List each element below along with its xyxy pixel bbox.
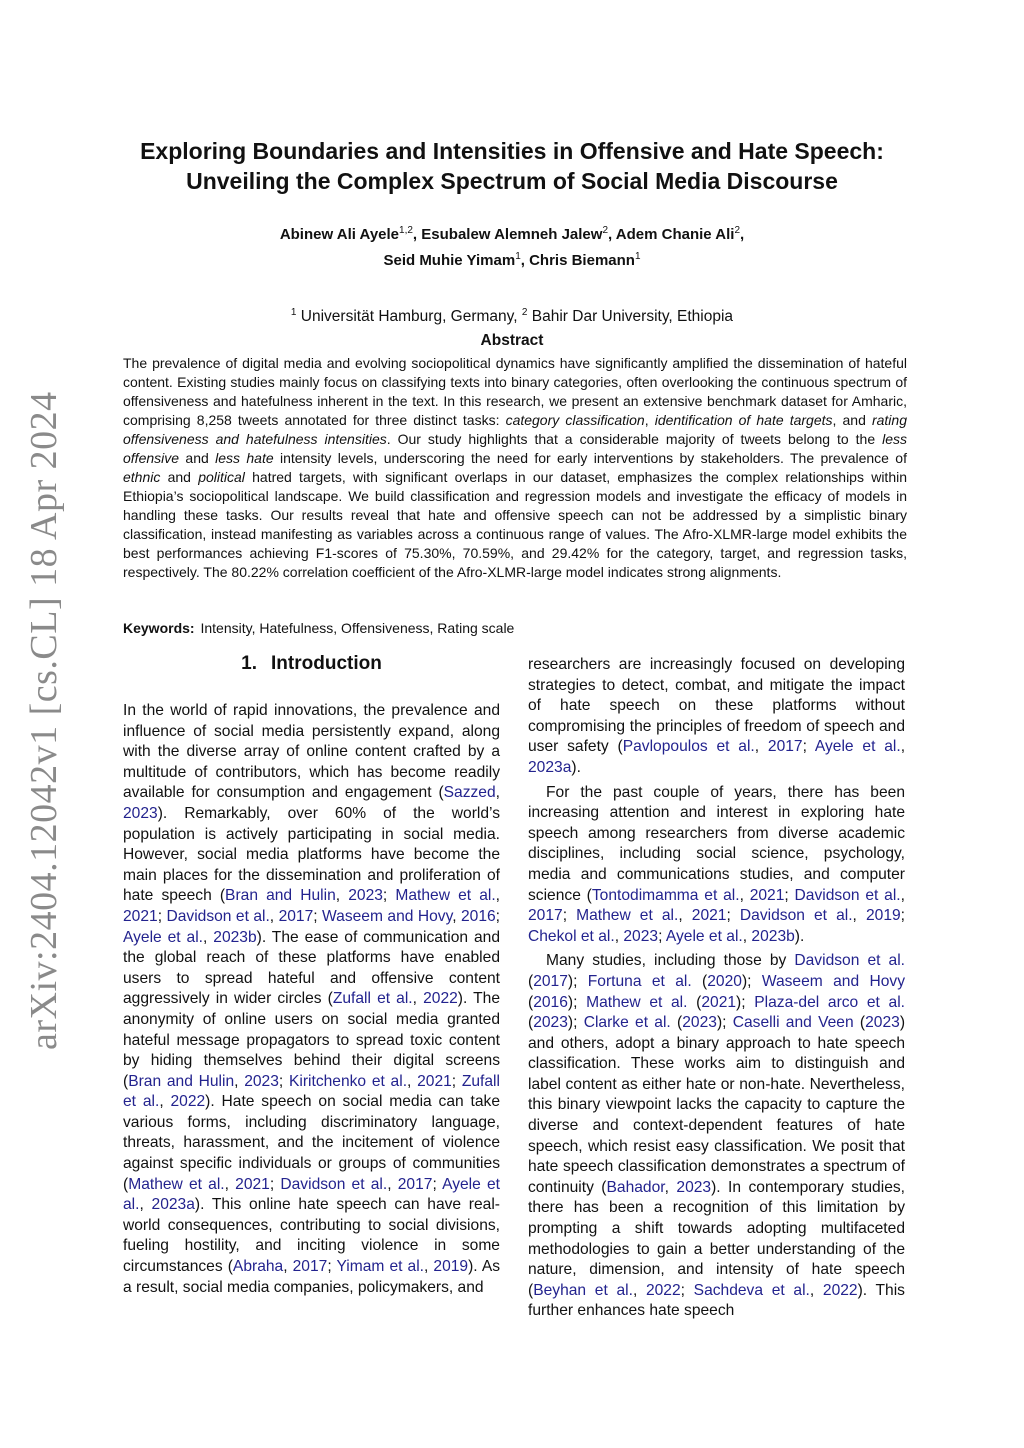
citation-link[interactable]: Ayele et al. bbox=[665, 927, 743, 945]
author-name: Esubalew Alemneh Jalew bbox=[421, 226, 603, 243]
citation-link[interactable]: Mathew et al. bbox=[128, 1175, 225, 1193]
citation-link[interactable]: Abraha bbox=[232, 1258, 284, 1276]
arxiv-identifier-stamp: arXiv:2404.12042v1 [cs.CL] 18 Apr 2024 bbox=[23, 391, 65, 1050]
citation-link[interactable]: 2023a bbox=[528, 758, 572, 776]
citation-link[interactable]: Pavlopoulos bbox=[622, 738, 717, 756]
body-text: ( bbox=[528, 1014, 534, 1032]
citation-link[interactable]: 2021 bbox=[749, 886, 785, 904]
author-affiliation-mark: 1 bbox=[634, 251, 641, 262]
body-paragraph bbox=[528, 783, 905, 948]
citation-link[interactable]: 2023 bbox=[676, 1178, 712, 1196]
abstract-segment: . Our study highlights that a considerable majority of tweets belong to the bbox=[386, 431, 883, 447]
citation-link[interactable]: 2020 bbox=[707, 972, 742, 990]
body-text: , bbox=[495, 887, 501, 905]
citation-link[interactable]: 2023b bbox=[751, 927, 795, 945]
keywords-value: Intensity, Hatefulness, Offensiveness, Rating scale bbox=[200, 620, 515, 636]
citation-link[interactable]: 2023b bbox=[213, 928, 257, 946]
citation-link[interactable]: 2022 bbox=[170, 1093, 206, 1111]
authors-line-2: Seid Muhie Yimam$^1$, Chris Biemann$^1$ bbox=[383, 251, 641, 269]
body-text: ; bbox=[269, 1175, 281, 1193]
citation-link[interactable]: Fortuna et al. bbox=[587, 972, 692, 990]
citation-link[interactable]: Bran and Hulin bbox=[128, 1072, 235, 1090]
citation-link[interactable]: Mathew et al. bbox=[576, 907, 679, 925]
citation-link[interactable]: Ayele bbox=[814, 738, 863, 756]
body-text: , bbox=[387, 1175, 398, 1193]
citation-link[interactable]: 2022 bbox=[423, 990, 458, 1008]
authors-line-1: Abinew Ali Ayele$^{1,2}$, Esubalew Alemneh Jalew$^2$, Adem Chanie Ali$^2$, bbox=[279, 225, 745, 243]
body-text: ; bbox=[313, 907, 323, 925]
body-text: ; bbox=[726, 907, 740, 925]
citation-link[interactable]: 2021 bbox=[235, 1175, 270, 1193]
body-text: ; bbox=[327, 1258, 337, 1276]
affiliation-name: Universität Hamburg, Germany, bbox=[300, 308, 518, 326]
body-text: ; bbox=[680, 1281, 694, 1299]
body-text: ). As a result, social media companies, policymakers, and bbox=[123, 1258, 501, 1296]
body-text: , bbox=[139, 1196, 152, 1214]
citation-link[interactable]: 2019 bbox=[433, 1258, 469, 1276]
citation-link[interactable]: Zufall et al. bbox=[332, 990, 413, 1008]
author-name: Chris Biemann bbox=[529, 252, 635, 269]
citation-link[interactable]: et al. bbox=[862, 738, 901, 756]
citation-link[interactable]: Plaza-del arco et al. bbox=[754, 993, 906, 1011]
citation-link[interactable]: 2022 bbox=[822, 1281, 858, 1299]
body-paragraph bbox=[528, 951, 905, 1322]
citation-link[interactable]: Waseem and Hovy bbox=[761, 972, 906, 990]
citation-link[interactable]: 2017 bbox=[292, 1258, 328, 1276]
body-text: , bbox=[224, 1175, 236, 1193]
author-affiliation-mark: 1 bbox=[515, 251, 521, 262]
citation-link[interactable]: 2016 bbox=[533, 993, 568, 1011]
body-text: ( bbox=[853, 1014, 866, 1032]
body-text: , bbox=[900, 738, 906, 756]
body-text: ; bbox=[382, 887, 396, 905]
citation-link[interactable]: 2023 bbox=[623, 927, 659, 945]
body-text: ). Remarkably, over 60% of the world’s population is actively participating in social media. However, social media platforms have become the main places for the dissemination and proliferation of hate speech ( bbox=[123, 804, 500, 905]
abstract-heading: Abstract bbox=[480, 332, 544, 349]
body-text: ( bbox=[691, 972, 708, 990]
body-text: ; bbox=[802, 738, 815, 756]
body-text: Many studies, including those by bbox=[546, 952, 795, 970]
title-line-1: Exploring Boundaries and Intensities in Offensive and Hate Speech: bbox=[140, 138, 884, 164]
citation-link[interactable]: 2021 bbox=[417, 1072, 452, 1090]
body-text: , bbox=[664, 1178, 677, 1196]
abstract-segment: intensity levels, underscoring the need for early interventions by stakeholders. The prevalence of bbox=[273, 450, 907, 466]
body-paragraph bbox=[123, 701, 500, 1298]
body-text: , bbox=[739, 886, 750, 904]
body-text: ; bbox=[658, 927, 666, 945]
keywords bbox=[123, 619, 514, 638]
citation-link[interactable]: et al. bbox=[716, 738, 755, 756]
citation-link[interactable]: 2023 bbox=[348, 887, 383, 905]
author-affiliation-mark: 2 bbox=[602, 225, 609, 236]
citation-link[interactable]: 2017 bbox=[767, 738, 803, 756]
body-text: ); bbox=[716, 1014, 733, 1032]
body-text: , bbox=[852, 907, 866, 925]
section-heading bbox=[123, 652, 500, 676]
body-text: ). This online hate speech can have real-world consequences, contributing to social divisions, fueling hostility, and inciting violence in some circumstances ( bbox=[123, 1196, 500, 1276]
citation-link[interactable]: Caselli and Veen bbox=[732, 1014, 854, 1032]
abstract-emphasis: ethnic bbox=[123, 469, 161, 485]
body-text: ); bbox=[741, 972, 762, 990]
abstract-emphasis: category classification bbox=[505, 412, 645, 428]
citation-link[interactable]: 2017 bbox=[278, 907, 314, 925]
body-text: ); bbox=[567, 993, 587, 1011]
abstract-segment: , and bbox=[832, 412, 872, 428]
body-text: ; bbox=[562, 907, 577, 925]
citation-link[interactable]: Ayele et al. bbox=[123, 928, 204, 946]
body-text: , bbox=[495, 784, 500, 802]
citation-link[interactable]: 2023 bbox=[533, 1014, 568, 1032]
body-text: , bbox=[614, 927, 624, 945]
citation-link[interactable]: 2023 bbox=[682, 1014, 717, 1032]
citation-link[interactable]: Sachdeva et al. bbox=[693, 1281, 810, 1299]
citation-link[interactable]: Tontodimamma et al. bbox=[591, 886, 740, 904]
citation-link[interactable]: 2023 bbox=[123, 804, 158, 822]
body-text: ( bbox=[687, 993, 702, 1011]
body-text: , bbox=[407, 1072, 418, 1090]
body-text: ). This further enhances hate speech bbox=[528, 1281, 905, 1320]
section-number: 1. bbox=[241, 653, 258, 674]
body-text: , bbox=[159, 1093, 171, 1111]
abstract-emphasis: identification of hate targets bbox=[654, 412, 833, 428]
body-paragraph-continued bbox=[528, 655, 905, 779]
citation-link[interactable]: Yimam et al. bbox=[336, 1258, 424, 1276]
body-text: , bbox=[283, 1258, 293, 1276]
citation-link[interactable]: 2023a bbox=[151, 1196, 195, 1214]
body-text: ; bbox=[157, 907, 167, 925]
body-text: ). In contemporary studies, there has been a recognition of this limitation by prompting a shift towards adopting multifaceted methodologies to gain a better understanding of the nature, dimension, and intensity of hate speech ( bbox=[528, 1178, 905, 1299]
citation-link[interactable]: Davidson et al. bbox=[280, 1175, 388, 1193]
paper-title bbox=[100, 136, 924, 196]
body-text: , bbox=[424, 1258, 434, 1276]
affiliation-mark: 1 bbox=[290, 307, 297, 318]
body-text: ( bbox=[528, 972, 534, 990]
abstract-emphasis: rating offensiveness and hatefulness intensities bbox=[123, 412, 907, 447]
body-text: ); bbox=[567, 1014, 584, 1032]
citation-link[interactable]: Bran and Hulin bbox=[225, 887, 336, 905]
body-text: , bbox=[234, 1072, 245, 1090]
citation-link[interactable]: 2023 bbox=[244, 1072, 279, 1090]
citation-link[interactable]: 2021 bbox=[691, 907, 727, 925]
citation-link[interactable]: 2023 bbox=[865, 1014, 900, 1032]
author-name: Abinew Ali Ayele bbox=[279, 226, 400, 243]
citation-link[interactable]: Beyhan et al. bbox=[533, 1281, 633, 1299]
citation-link[interactable]: 2022 bbox=[645, 1281, 681, 1299]
citation-link[interactable]: Davidson et al. bbox=[794, 952, 905, 970]
citation-link[interactable]: Clarke et al. bbox=[583, 1014, 671, 1032]
body-text: ); bbox=[567, 972, 588, 990]
body-text: ; bbox=[900, 907, 906, 925]
citation-link[interactable]: Waseem and Hovy bbox=[322, 907, 453, 925]
title-line-2: Unveiling the Complex Spectrum of Social Media Discourse bbox=[186, 168, 838, 194]
citation-link[interactable]: Mathew et al. bbox=[395, 887, 496, 905]
body-text: researchers are increasingly focused on developing strategies to detect, combat, and mitigate the impact of hate speech on these platforms without compromising the principles of freedom of speech and user safety ( bbox=[528, 656, 905, 756]
body-text: ( bbox=[670, 1014, 683, 1032]
body-text: ; bbox=[432, 1175, 443, 1193]
body-text: ) and others, adopt a binary approach to hate speech classification. These works aim to distinguish and label content as either hate or non-hate. Nevertheless, this binary viewpoint lacks the capacity to capture the diverse and context-dependent features of hate speech, which resist easy classification. We posit that hate speech classification demonstrates a spectrum of continuity ( bbox=[528, 1014, 906, 1196]
abstract-segment: , bbox=[644, 412, 655, 428]
citation-link[interactable]: 2017 bbox=[533, 972, 568, 990]
body-text: , bbox=[335, 887, 349, 905]
citation-link[interactable]: Davidson et al. bbox=[166, 907, 270, 925]
affiliation-mark: 2 bbox=[521, 307, 528, 318]
citation-link[interactable]: Bahador bbox=[606, 1178, 665, 1196]
body-text: , bbox=[452, 907, 461, 925]
affiliation-name: Bahir Dar University, Ethiopia bbox=[531, 308, 734, 326]
section-title: Introduction bbox=[271, 653, 382, 674]
keywords-label: Keywords: bbox=[123, 620, 195, 636]
body-text: ; bbox=[451, 1072, 462, 1090]
citation-link[interactable]: 2017 bbox=[397, 1175, 433, 1193]
abstract-segment: and bbox=[179, 450, 216, 466]
citation-link[interactable]: Sazzed bbox=[443, 784, 496, 802]
abstract-emphasis: less hate bbox=[215, 450, 274, 466]
citation-link[interactable]: Mathew et al. bbox=[586, 993, 688, 1011]
citation-link[interactable]: Davidson et al. bbox=[739, 907, 853, 925]
citation-link[interactable]: 2017 bbox=[528, 907, 563, 925]
body-text: ( bbox=[528, 993, 534, 1011]
author-affiliation-mark: 1,2 bbox=[399, 225, 413, 236]
author-list bbox=[120, 220, 904, 272]
author-name: Seid Muhie Yimam bbox=[383, 252, 516, 269]
citation-link[interactable]: 2016 bbox=[460, 907, 496, 925]
body-text: ); bbox=[736, 993, 755, 1011]
abstract-emphasis: less offensive bbox=[123, 431, 907, 466]
body-column-right bbox=[528, 655, 905, 1322]
body-text: , bbox=[742, 927, 752, 945]
body-text: , bbox=[269, 907, 279, 925]
body-text: , bbox=[809, 1281, 823, 1299]
abstract-segment: hatred targets, with significant overlaps in our dataset, emphasizes the complex relationships within Ethiopia’s sociopolitical landscape. We build classification and regression models and investigate the efficacy of models in handling these tasks. Our results reveal that hate and offensive speech can not be addressed by a simplistic binary classification, instead manifesting as variables across a continuous range of values. The Afro-XLMR-large model exhibits the best performances achieving F1-scores of 75.30%, 70.59%, and 29.42% for the category, target, and regression tasks, respectively. The 80.22% correlation coefficient of the Afro-XLMR-large model indicates strong alignments. bbox=[123, 469, 907, 580]
body-text: ). bbox=[794, 927, 805, 945]
abstract-segment: The prevalence of digital media and evolving sociopolitical dynamics have significantly amplified the dissemination of hateful content. Existing studies mainly focus on classifying texts into binary categories, often overlooking the continuous spectrum of offensiveness and hatefulness inherent in the text. In this research, we present an extensive benchmark dataset for Amharic, comprising 8,258 tweets annotated for three distinct tasks: bbox=[123, 355, 907, 428]
body-text: ; bbox=[495, 907, 501, 925]
body-text: ). Hate speech on social media can take various forms, including discriminatory language, threats, harassment, and the incitement of violence against specific individuals or groups of communities ( bbox=[123, 1093, 500, 1193]
body-text: In the world of rapid innovations, the prevalence and influence of social media persistently expand, along with the diverse array of online content crafted by a multitude of contributors, which has become readily available for consumption and engagement ( bbox=[123, 702, 500, 802]
citation-link[interactable]: Zufall et al. bbox=[123, 1072, 500, 1111]
body-column-left bbox=[123, 701, 500, 1298]
citation-link[interactable]: 2021 bbox=[701, 993, 737, 1011]
body-text: , bbox=[900, 886, 905, 904]
citation-link[interactable]: 2019 bbox=[865, 907, 901, 925]
abstract-emphasis: political bbox=[198, 469, 245, 485]
body-text: , bbox=[203, 928, 214, 946]
citation-link[interactable]: Kiritchenko et al. bbox=[288, 1072, 408, 1090]
body-text: ). bbox=[571, 758, 581, 776]
abstract-text bbox=[123, 354, 907, 582]
body-text: ; bbox=[278, 1072, 289, 1090]
body-text: ; bbox=[784, 886, 795, 904]
abstract-segment: and bbox=[160, 469, 199, 485]
body-text: For the past couple of years, there has been increasing attention and interest in exploring hate speech among researchers from diverse academic disciplines, including social science, psychology, media and communications studies, and computer science ( bbox=[528, 783, 905, 904]
affiliations bbox=[120, 303, 904, 327]
citation-link[interactable]: Chekol et al. bbox=[528, 927, 615, 945]
citation-link[interactable]: Davidson et al. bbox=[794, 886, 901, 904]
body-text: , bbox=[632, 1281, 646, 1299]
author-affiliation-mark: 2 bbox=[734, 225, 740, 236]
body-text: ). The ease of communication and the global reach of these platforms have enabled users to spread hateful and offensive content aggressively in wider circles ( bbox=[123, 928, 500, 1008]
body-text: , bbox=[412, 990, 424, 1008]
body-text: , bbox=[754, 738, 768, 756]
citation-link[interactable]: Ayele et al. bbox=[123, 1175, 500, 1214]
body-text: ). The anonymity of online users on social media granted hateful message propagators to spread toxic content by hiding themselves behind their digital screens ( bbox=[123, 990, 501, 1090]
citation-link[interactable]: 2021 bbox=[123, 907, 158, 925]
body-text: , bbox=[678, 907, 692, 925]
author-name: Adem Chanie Ali bbox=[615, 226, 735, 243]
